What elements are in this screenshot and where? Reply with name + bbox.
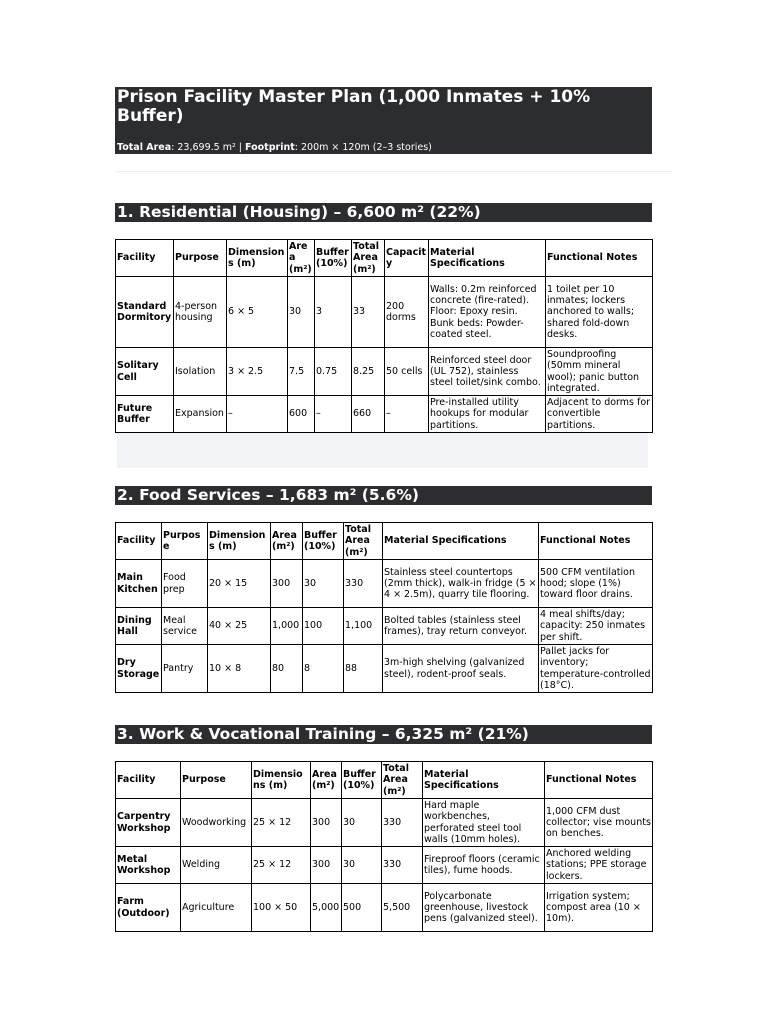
table-cell: Carpentry Workshop xyxy=(116,799,181,847)
column-header: Area (m²) xyxy=(311,762,342,799)
table-cell: Expansion xyxy=(174,396,227,433)
table-cell: Farm (Outdoor) xyxy=(116,884,181,932)
table-cell: Standard Dormitory xyxy=(116,277,174,348)
table-row xyxy=(116,884,653,932)
table-cell: 3 xyxy=(315,277,352,348)
column-header: Buffer (10%) xyxy=(315,240,352,277)
table-cell: Bolted tables (stainless steel frames), tray return conveyor. xyxy=(383,608,539,645)
table-cell: – xyxy=(315,396,352,433)
table-cell: 0.75 xyxy=(315,348,352,396)
table-cell: 6 × 5 xyxy=(227,277,288,348)
table-cell: Dining Hall xyxy=(116,608,162,645)
column-header: Total Area (m²) xyxy=(382,762,423,799)
column-header: Facility xyxy=(116,240,174,277)
document-summary xyxy=(117,142,432,153)
table-cell: Agriculture xyxy=(181,884,252,932)
column-header: Total Area (m²) xyxy=(344,523,383,560)
column-header: Material Specifications xyxy=(423,762,545,799)
column-header: Functional Notes xyxy=(539,523,653,560)
table-cell: 300 xyxy=(311,847,342,884)
table-cell: Woodworking xyxy=(181,799,252,847)
table-cell: 660 xyxy=(352,396,385,433)
table-cell: Metal Workshop xyxy=(116,847,181,884)
table-cell: 3 × 2.5 xyxy=(227,348,288,396)
table-cell: 330 xyxy=(382,799,423,847)
table-cell: Reinforced steel door (UL 752), stainless steel toilet/sink combo. xyxy=(429,348,546,396)
column-header: Buffer (10%) xyxy=(303,523,344,560)
table-cell: 300 xyxy=(271,560,303,608)
table-row xyxy=(116,847,653,884)
table-cell: 100 xyxy=(303,608,344,645)
table-cell: 30 xyxy=(303,560,344,608)
table-cell: Walls: 0.2m reinforced concrete (fire-rated). Floor: Epoxy resin. Bunk beds: Powder-coated steel. xyxy=(429,277,546,348)
total-area-value: : 23,699.5 m² | xyxy=(171,142,246,153)
column-header: Dimensions (m) xyxy=(252,762,311,799)
column-header: Functional Notes xyxy=(545,762,653,799)
table-cell: 4 meal shifts/day; capacity: 250 inmates per shift. xyxy=(539,608,653,645)
work-vocational-table xyxy=(115,761,653,932)
table-cell: Future Buffer xyxy=(116,396,174,433)
column-header: Material Specifications xyxy=(429,240,546,277)
table-cell: 50 cells xyxy=(385,348,429,396)
table-cell: 1,100 xyxy=(344,608,383,645)
column-header: Purpose xyxy=(181,762,252,799)
section-heading-residential: 1. Residential (Housing) – 6,600 m² (22%) xyxy=(115,203,652,222)
table-cell: 20 × 15 xyxy=(208,560,271,608)
table-row xyxy=(116,277,653,348)
table-cell: 200 dorms xyxy=(385,277,429,348)
table-cell: 500 xyxy=(342,884,382,932)
table-cell: 25 × 12 xyxy=(252,799,311,847)
column-header: Total Area (m²) xyxy=(352,240,385,277)
table-header-row xyxy=(116,240,653,277)
table-cell: 4-person housing xyxy=(174,277,227,348)
table-cell: Pallet jacks for inventory; temperature-controlled (18°C). xyxy=(540,646,651,691)
table-cell: Pre-installed utility hookups for modular partitions. xyxy=(429,396,546,433)
document-header xyxy=(115,87,652,154)
table-cell: 25 × 12 xyxy=(252,847,311,884)
table-cell: 5,000 xyxy=(311,884,342,932)
footprint-value: : 200m × 120m (2–3 stories) xyxy=(294,142,432,153)
table-row xyxy=(116,608,653,645)
table-cell: Food prep xyxy=(162,560,208,608)
column-header: Capacity xyxy=(385,240,429,277)
table-cell: 40 × 25 xyxy=(208,608,271,645)
table-cell: 33 xyxy=(352,277,385,348)
table-cell: 10 × 8 xyxy=(208,645,271,693)
table-cell: 500 CFM ventilation hood; slope (1%) toward floor drains. xyxy=(539,560,653,608)
table-cell: Polycarbonate greenhouse, livestock pens (galvanized steel). xyxy=(423,884,545,932)
table-cell: 1 toilet per 10 inmates; lockers anchored to walls; shared fold-down desks. xyxy=(546,277,653,348)
table-row xyxy=(116,799,653,847)
table-cell: 1,000 CFM dust collector; vise mounts on benches. xyxy=(545,799,653,847)
column-header: Purpose xyxy=(174,240,227,277)
section-heading-food-services: 2. Food Services – 1,683 m² (5.6%) xyxy=(115,486,652,505)
table-cell: 1,000 xyxy=(271,608,303,645)
table-cell: Irrigation system; compost area (10 × 10m). xyxy=(545,884,653,932)
empty-panel xyxy=(117,433,648,468)
table-cell: 330 xyxy=(382,847,423,884)
food-services-table xyxy=(115,522,653,693)
table-cell: 8.25 xyxy=(352,348,385,396)
table-cell: Anchored welding stations; PPE storage lockers. xyxy=(545,847,653,884)
residential-table xyxy=(115,239,653,433)
column-header: Dimensions (m) xyxy=(227,240,288,277)
table-cell: 7.5 xyxy=(288,348,315,396)
table-cell: 30 xyxy=(342,847,382,884)
table-cell: 8 xyxy=(303,645,344,693)
table-cell: – xyxy=(227,396,288,433)
table-cell: 330 xyxy=(344,560,383,608)
column-header: Purpose xyxy=(162,523,208,560)
table-cell: Meal service xyxy=(162,608,208,645)
table-row xyxy=(116,396,653,433)
document-title: Prison Facility Master Plan (1,000 Inmates + 10% Buffer) xyxy=(117,87,591,126)
table-cell: 80 xyxy=(271,645,303,693)
table-cell: 5,500 xyxy=(382,884,423,932)
column-header: Facility xyxy=(116,523,162,560)
total-area-label: Total Area xyxy=(117,142,172,153)
column-header: Functional Notes xyxy=(546,240,653,277)
table-cell: Dry Storage xyxy=(116,645,162,693)
table-cell: 30 xyxy=(288,277,315,348)
table-cell: Isolation xyxy=(174,348,227,396)
table-header-row xyxy=(116,523,653,560)
table-cell: Pantry xyxy=(162,645,208,693)
column-header: Area (m²) xyxy=(288,240,315,277)
column-header: Material Specifications xyxy=(383,523,539,560)
table-cell: 3m-high shelving (galvanized steel), rodent-proof seals. xyxy=(383,645,539,693)
table-cell: 88 xyxy=(344,645,383,693)
section-heading-work-vocational: 3. Work & Vocational Training – 6,325 m² (21%) xyxy=(115,725,652,744)
table-cell: Solitary Cell xyxy=(116,348,174,396)
table-cell: 100 × 50 xyxy=(252,884,311,932)
table-cell: Fireproof floors (ceramic tiles), fume hoods. xyxy=(423,847,545,884)
column-header: Facility xyxy=(116,762,181,799)
divider xyxy=(115,171,672,172)
table-cell: 300 xyxy=(311,799,342,847)
column-header: Buffer (10%) xyxy=(342,762,382,799)
table-cell: 30 xyxy=(342,799,382,847)
table-row xyxy=(116,560,653,608)
table-row xyxy=(116,645,653,693)
table-header-row xyxy=(116,762,653,799)
table-cell: – xyxy=(385,396,429,433)
table-cell: Hard maple workbenches, perforated steel tool walls (10mm holes). xyxy=(423,799,545,847)
table-cell: Welding xyxy=(181,847,252,884)
table-cell: Soundproofing (50mm mineral wool); panic button integrated. xyxy=(546,348,653,396)
table-cell: Main Kitchen xyxy=(116,560,162,608)
column-header: Dimensions (m) xyxy=(208,523,271,560)
table-cell: 600 xyxy=(288,396,315,433)
table-row xyxy=(116,348,653,396)
table-cell: Stainless steel countertops (2mm thick), walk-in fridge (5 × 4 × 2.5m), quarry tile flooring. xyxy=(383,560,539,608)
footprint-label: Footprint xyxy=(245,142,295,153)
column-header: Area (m²) xyxy=(271,523,303,560)
table-cell: Adjacent to dorms for convertible partitions. xyxy=(546,396,653,433)
